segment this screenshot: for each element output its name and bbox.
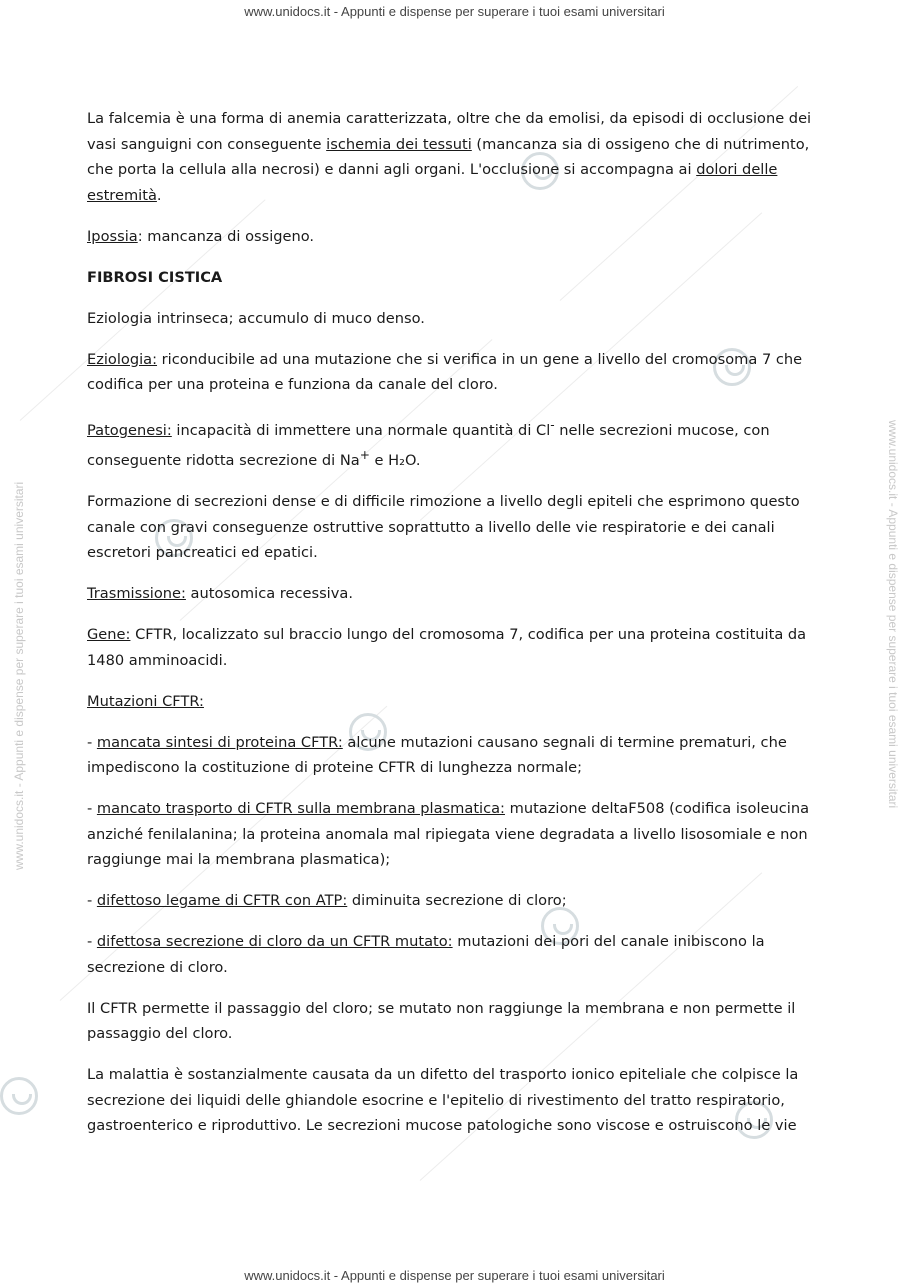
mutation-item: - mancata sintesi di proteina CFTR: alcune mutazioni causano segnali di termine prematuri, che impediscono la costituzione di proteine CFTR di lunghezza normale; — [87, 733, 787, 777]
mutation-item: - difettosa secrezione di cloro da un CFTR mutato: mutazioni dei pori del canale inibiscono la secrezione di cloro. — [87, 933, 765, 976]
paragraph-eziologia: Eziologia: riconducibile ad una mutazione che si verifica in un gene a livello del cromosoma 7 che codifica per una proteina e funziona da canale del cloro. — [87, 350, 803, 393]
patogenesi-term: Patogenesi: — [87, 421, 172, 439]
trasmissione-term: Trasmissione: — [87, 585, 186, 603]
paragraph-formazione: Formazione di secrezioni dense e di difficile rimozione a livello degli epiteli che esprimono questo canale con gravi conseguenze ostruttive soprattutto a livello delle vie respiratorie e dei canali escretori pancreatici ed epatici. — [87, 493, 800, 562]
paragraph-cftr: Il CFTR permette il passaggio del cloro; se mutato non raggiunge la membrana e non permette il passaggio del cloro. — [87, 999, 796, 1043]
paragraph-falcemia: La falcemia è una forma di anemia caratterizzata, oltre che da emolisi, da episodi di occlusione dei vasi sanguigni con conseguente ischemia dei tessuti (mancanza sia di ossigeno che di nutrimento, che porta la cellula alla necrosi) e danni agli organi. L'occlusione si accompagna ai dolori delle estremità. — [87, 110, 812, 204]
watermark-logo-icon — [0, 1077, 38, 1115]
paragraph-ipossia: Ipossia: mancanza di ossigeno. — [87, 227, 315, 245]
bottom-watermark — [0, 1268, 909, 1283]
top-watermark — [0, 4, 909, 19]
mutation-item: - difettoso legame di CFTR con ATP: diminuita secrezione di cloro; — [87, 892, 567, 910]
paragraph-malattia: La malattia è sostanzialmente causata da un difetto del trasporto ionico epiteliale che colpisce la secrezione dei liquidi delle ghiandole esocrine e l'epitelio di rivestimento del tratto respiratorio, gastroenterico e riproduttivo. Le secrezioni mucose patologiche sono viscose e ostruiscono le vie — [87, 1066, 799, 1135]
paragraph-gene: Gene: CFTR, localizzato sul braccio lungo del cromosoma 7, codifica per una proteina costituita da 1480 amminoacidi. — [87, 626, 807, 669]
bottom-watermark-text: www.unidocs.it - Appunti e dispense per superare i tuoi esami universitari — [244, 1268, 665, 1283]
paragraph-patogenesi: Patogenesi: incapacità di immettere una normale quantità di Cl- nelle secrezioni mucose, con conseguente ridotta secrezione di Na+ e H₂O. — [87, 418, 770, 470]
document-body — [87, 106, 827, 1154]
gene-term: Gene: — [87, 626, 131, 644]
section-heading: FIBROSI CISTICA — [87, 268, 223, 286]
ipossia-term: Ipossia — [87, 227, 138, 245]
ischemia-term: ischemia dei tessuti — [326, 135, 472, 153]
dolori-term: dolori delle estremità — [87, 161, 778, 204]
top-watermark-text: www.unidocs.it - Appunti e dispense per superare i tuoi esami universitari — [244, 4, 665, 19]
right-side-watermark: www.unidocs.it - Appunti e dispense per superare i tuoi esami universitari — [886, 420, 900, 809]
paragraph-trasmissione: Trasmissione: autosomica recessiva. — [87, 585, 353, 603]
eziologia-term: Eziologia: — [87, 350, 158, 368]
paragraph-eziologia-intrinseca: Eziologia intrinseca; accumulo di muco denso. — [87, 309, 425, 327]
left-side-watermark: www.unidocs.it - Appunti e dispense per superare i tuoi esami universitari — [12, 481, 26, 870]
mutazioni-heading: Mutazioni CFTR: — [87, 692, 204, 710]
mutation-item: - mancato trasporto di CFTR sulla membrana plasmatica: mutazione deltaF508 (codifica isoleucina anziché fenilalanina; la proteina anomala mal ripiegata viene degradata a livello lisosomiale e non raggiunge mai la membrana plasmatica); — [87, 800, 810, 869]
